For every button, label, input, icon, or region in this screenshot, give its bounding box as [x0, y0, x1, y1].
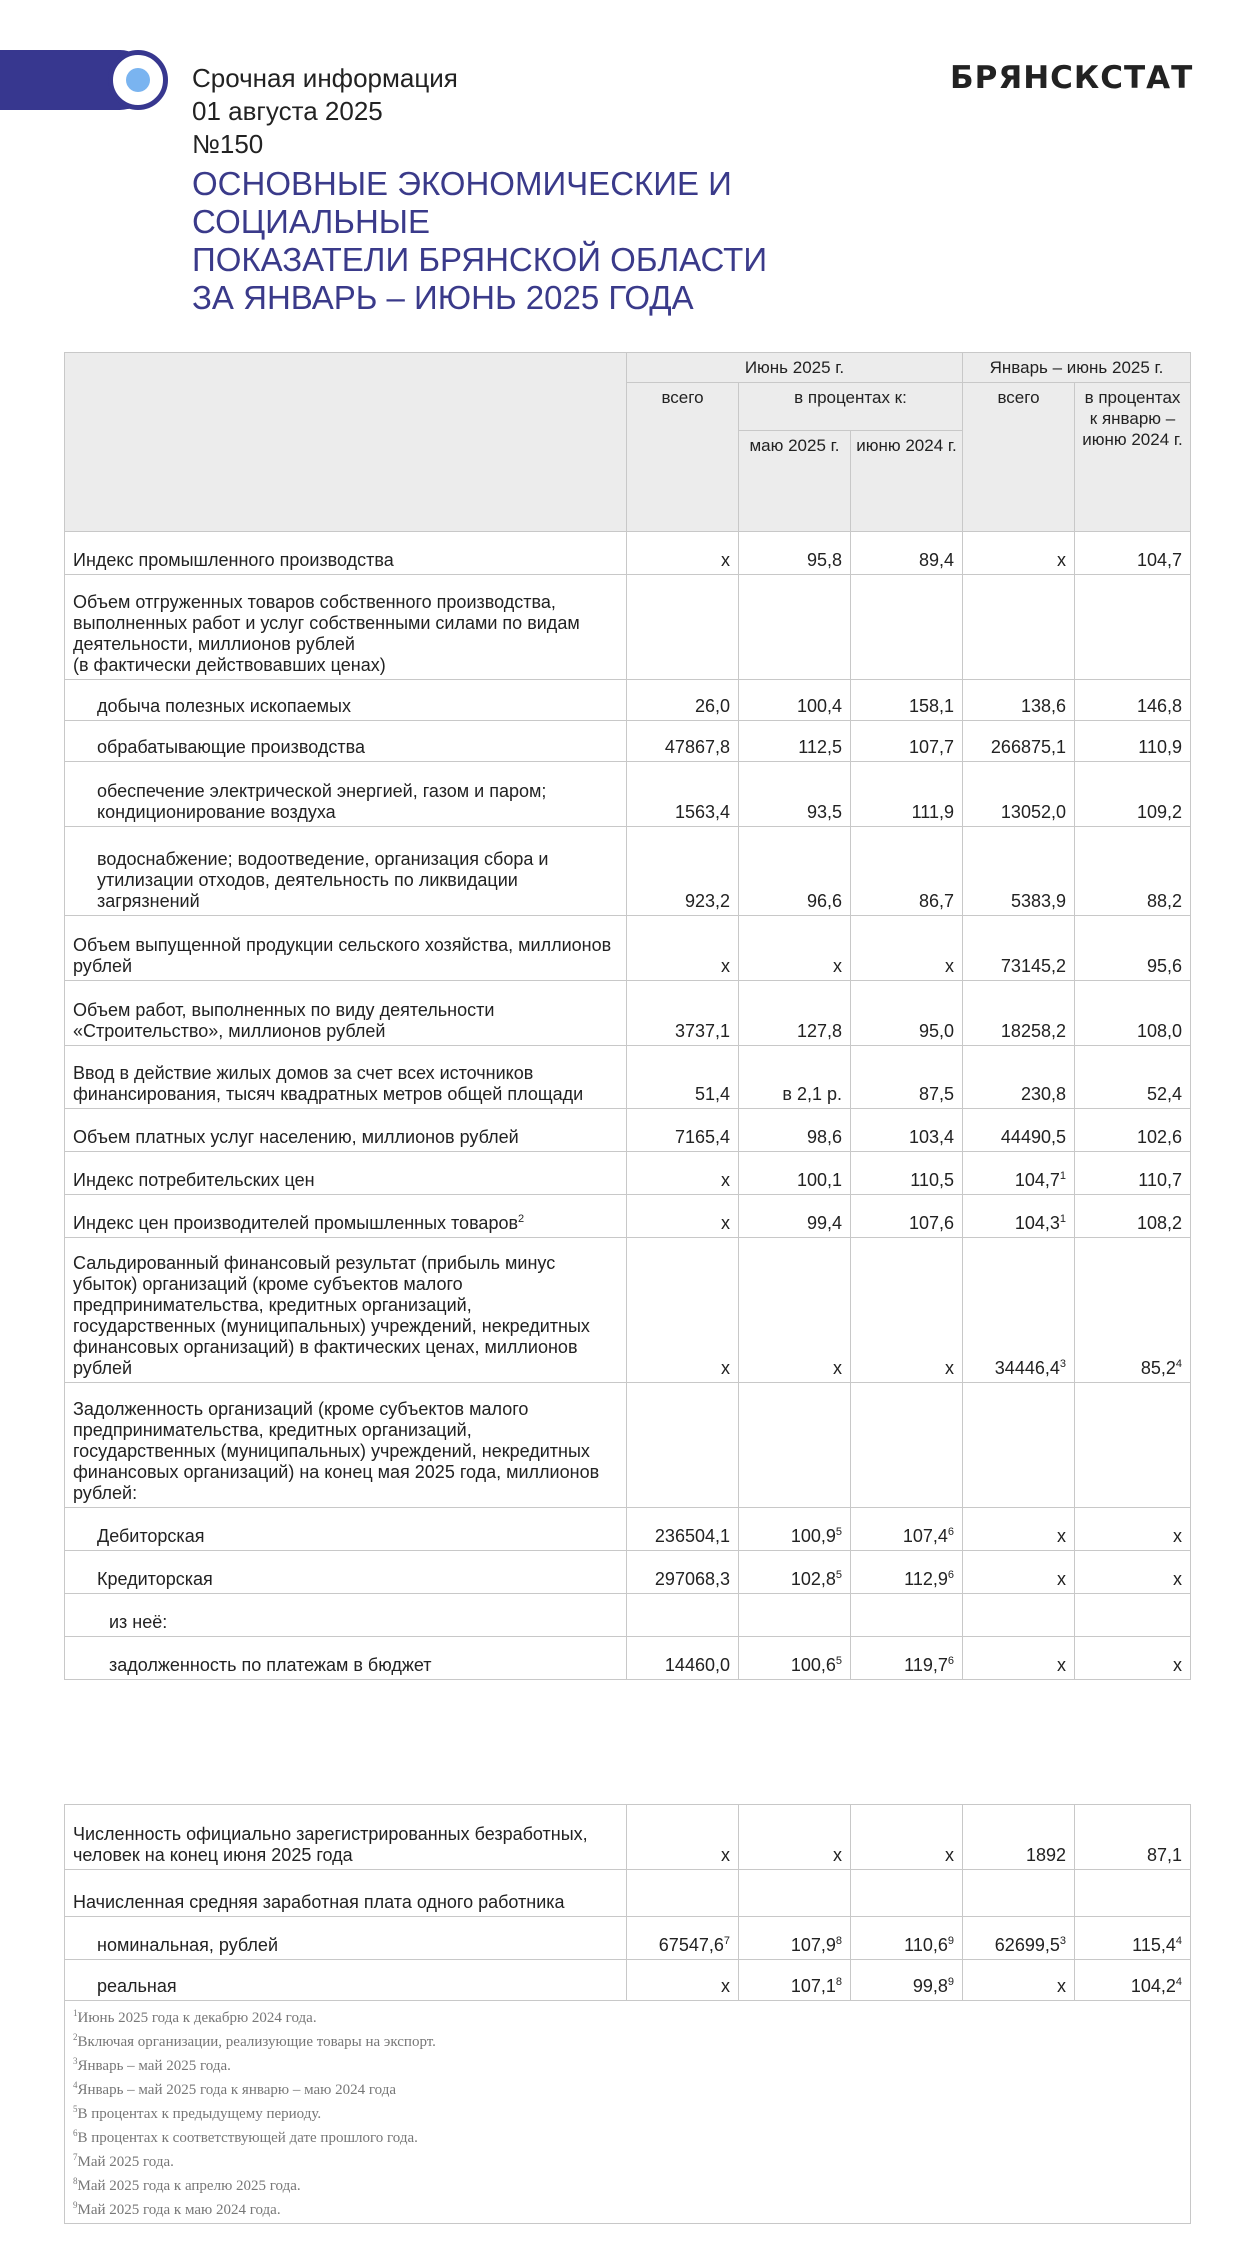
- row-label: Кредиторская: [65, 1551, 627, 1594]
- cell-c4: x: [963, 1637, 1075, 1680]
- header-june: Июнь 2025 г.: [627, 353, 963, 383]
- footnote-ref: 7: [723, 1935, 730, 1947]
- table-row: [65, 1917, 1191, 1960]
- brand-dot-icon: [126, 68, 150, 92]
- doc-number: №150: [192, 129, 264, 159]
- footnote-number: 1: [73, 2008, 78, 2018]
- cell-c3: 86,7: [851, 827, 963, 916]
- row-label: Сальдированный финансовый результат (прибыль минус убыток) организаций (кроме субъектов малого предпринимательства, кредитных организаций, государственных (муниципальных) учреждений, некредитных финансовых организаций) в фактических ценах, миллионов рублей: [65, 1238, 627, 1383]
- cell-c2: 99,4: [739, 1195, 851, 1238]
- cell-c1: 1563,4: [627, 762, 739, 827]
- cell-c2: [739, 1870, 851, 1917]
- footnote-ref: 6: [947, 1526, 954, 1538]
- cell-c4: [963, 575, 1075, 680]
- cell-c2: 112,5: [739, 721, 851, 762]
- footnotes: [65, 2001, 1191, 2224]
- cell-c1: 67547,6$^7$: [627, 1917, 739, 1960]
- cell-c5: 102,6: [1075, 1109, 1191, 1152]
- row-label: Задолженность организаций (кроме субъектов малого предпринимательства, кредитных организаций, государственных (муниципальных) учреждений, некредитных финансовых организаций) на конец мая 2025 года, миллионов рублей:: [65, 1383, 627, 1508]
- footnote-number: 8: [73, 2176, 78, 2186]
- cell-c5: 146,8: [1075, 680, 1191, 721]
- row-label: водоснабжение; водоотведение, организация сбора и утилизации отходов, деятельность по ликвидации загрязнений: [65, 827, 627, 916]
- row-label: задолженность по платежам в бюджет: [65, 1637, 627, 1680]
- footnote: $^2$Включая организации, реализующие товары на экспорт.: [73, 2032, 436, 2050]
- row-label: Объем работ, выполненных по виду деятельности «Строительство», миллионов рублей: [65, 981, 627, 1046]
- footnote-ref: 1: [1059, 1170, 1066, 1182]
- cell-c3: x: [851, 1805, 963, 1870]
- cell-c4: 138,6: [963, 680, 1075, 721]
- cell-c5: 109,2: [1075, 762, 1191, 827]
- cell-c2: [739, 1383, 851, 1508]
- cell-c5: [1075, 575, 1191, 680]
- cell-c1: [627, 575, 739, 680]
- cell-c2: 100,9$^5$: [739, 1508, 851, 1551]
- cell-c4: x: [963, 1960, 1075, 2001]
- cell-c1: x: [627, 532, 739, 575]
- cell-c2: x: [739, 916, 851, 981]
- header-pct: в процентах к:: [739, 383, 963, 431]
- cell-c5: 52,4: [1075, 1046, 1191, 1109]
- cell-c5: 110,9: [1075, 721, 1191, 762]
- table-body: [65, 1805, 1191, 2001]
- indicators-table: [64, 352, 1191, 1680]
- footnote: $^6$В процентах к соответствующей дате прошлого года.: [73, 2128, 418, 2146]
- cell-c2: 102,8$^5$: [739, 1551, 851, 1594]
- table-row: [65, 1508, 1191, 1551]
- cell-c5: x: [1075, 1637, 1191, 1680]
- cell-c5: [1075, 1383, 1191, 1508]
- footnote-number: 2: [73, 2032, 78, 2042]
- cell-c1: 7165,4: [627, 1109, 739, 1152]
- footnote-ref: 3: [1059, 1935, 1066, 1947]
- table-row: [65, 916, 1191, 981]
- footnote-ref: 1: [1059, 1213, 1066, 1225]
- footnote: $^9$Май 2025 года к маю 2024 года.: [73, 2200, 281, 2218]
- footnote-number: 6: [73, 2128, 78, 2138]
- row-label: обеспечение электрической энергией, газом и паром; кондиционирование воздуха: [65, 762, 627, 827]
- row-label: Объем выпущенной продукции сельского хозяйства, миллионов рублей: [65, 916, 627, 981]
- cell-c5: 110,7: [1075, 1152, 1191, 1195]
- cell-c1: [627, 1870, 739, 1917]
- cell-c3: [851, 1383, 963, 1508]
- cell-c1: x: [627, 1195, 739, 1238]
- footnote-ref: 2: [518, 1213, 525, 1225]
- table-row: [65, 721, 1191, 762]
- footnote-ref: 4: [1175, 1976, 1182, 1988]
- table-row: [65, 1960, 1191, 2001]
- header-pct-janjune: в процентах к январю – июню 2024 г.: [1075, 383, 1191, 532]
- cell-c2: 100,6$^5$: [739, 1637, 851, 1680]
- row-label: Дебиторская: [65, 1508, 627, 1551]
- doc-title: ОСНОВНЫЕ ЭКОНОМИЧЕСКИЕ И СОЦИАЛЬНЫЕ ПОКАЗАТЕЛИ БРЯНСКОЙ ОБЛАСТИ ЗА ЯНВАРЬ – ИЮНЬ 2025 ГОДА: [192, 165, 768, 316]
- cell-c3: x: [851, 916, 963, 981]
- doc-type: Срочная информация: [192, 63, 458, 93]
- document-header: [192, 62, 952, 317]
- footnote-ref: 3: [1059, 1358, 1066, 1370]
- cell-c1: x: [627, 1960, 739, 2001]
- cell-c5: 108,0: [1075, 981, 1191, 1046]
- cell-c4: 1892: [963, 1805, 1075, 1870]
- cell-c2: 98,6: [739, 1109, 851, 1152]
- cell-c4: [963, 1383, 1075, 1508]
- footnote-ref: 6: [947, 1569, 954, 1581]
- cell-c4: 73145,2: [963, 916, 1075, 981]
- table-row: [65, 575, 1191, 680]
- footnote-ref: 4: [1175, 1358, 1182, 1370]
- cell-c1: 297068,3: [627, 1551, 739, 1594]
- cell-c3: 99,8$^9$: [851, 1960, 963, 2001]
- cell-c4: x: [963, 1508, 1075, 1551]
- brand-circle-icon: [108, 50, 168, 110]
- cell-c3: [851, 1870, 963, 1917]
- cell-c5: 115,4$^4$: [1075, 1917, 1191, 1960]
- cell-c4: 266875,1: [963, 721, 1075, 762]
- row-label: Индекс потребительских цен: [65, 1152, 627, 1195]
- cell-c2: 107,9$^8$: [739, 1917, 851, 1960]
- footnote: $^5$В процентах к предыдущему периоду.: [73, 2104, 322, 2122]
- cell-c3: 89,4: [851, 532, 963, 575]
- cell-c4: 44490,5: [963, 1109, 1075, 1152]
- table-row: [65, 1594, 1191, 1637]
- table-row: [65, 1046, 1191, 1109]
- cell-c2: 95,8: [739, 532, 851, 575]
- table-body: [65, 532, 1191, 1680]
- row-label: номинальная, рублей: [65, 1917, 627, 1960]
- cell-c3: 107,6: [851, 1195, 963, 1238]
- brand-logo: БРЯНСКСТАТ: [950, 60, 1194, 96]
- footnote-ref: 5: [835, 1655, 842, 1667]
- table-row: [65, 532, 1191, 575]
- cell-c5: 108,2: [1075, 1195, 1191, 1238]
- cell-c1: x: [627, 1152, 739, 1195]
- cell-c3: x: [851, 1238, 963, 1383]
- footnote: $^1$Июнь 2025 года к декабрю 2024 года.: [73, 2008, 317, 2026]
- footnote-number: 7: [73, 2152, 78, 2162]
- footnote-number: 3: [73, 2056, 78, 2066]
- cell-c4: 34446,4$^3$: [963, 1238, 1075, 1383]
- cell-c4: x: [963, 532, 1075, 575]
- cell-c5: [1075, 1870, 1191, 1917]
- footnote: $^7$Май 2025 года.: [73, 2152, 174, 2170]
- footnote-number: 9: [73, 2200, 78, 2210]
- cell-c3: 95,0: [851, 981, 963, 1046]
- header-may: маю 2025 г.: [739, 431, 851, 532]
- table-row: [65, 1637, 1191, 1680]
- cell-c1: x: [627, 916, 739, 981]
- row-label: добыча полезных ископаемых: [65, 680, 627, 721]
- cell-c2: [739, 1594, 851, 1637]
- footnote-ref: 9: [947, 1976, 954, 1988]
- row-label: Ввод в действие жилых домов за счет всех источников финансирования, тысяч квадратных метров общей площади: [65, 1046, 627, 1109]
- header-june-prev: июню 2024 г.: [851, 431, 963, 532]
- cell-c3: [851, 1594, 963, 1637]
- cell-c4: 104,7$^1$: [963, 1152, 1075, 1195]
- cell-c1: 26,0: [627, 680, 739, 721]
- cell-c5: 104,2$^4$: [1075, 1960, 1191, 2001]
- cell-c1: 236504,1: [627, 1508, 739, 1551]
- cell-c4: 230,8: [963, 1046, 1075, 1109]
- cell-c5: 85,2$^4$: [1075, 1238, 1191, 1383]
- doc-date: 01 августа 2025: [192, 96, 383, 126]
- cell-c1: [627, 1594, 739, 1637]
- cell-c3: [851, 575, 963, 680]
- cell-c3: 107,7: [851, 721, 963, 762]
- cell-c4: 13052,0: [963, 762, 1075, 827]
- footnote-ref: 6: [947, 1655, 954, 1667]
- table-row: [65, 1195, 1191, 1238]
- header-total: всего: [627, 383, 739, 532]
- table-row: [65, 827, 1191, 916]
- cell-c1: 51,4: [627, 1046, 739, 1109]
- cell-c5: x: [1075, 1508, 1191, 1551]
- footnote-ref: 5: [835, 1526, 842, 1538]
- footnote-ref: 8: [835, 1935, 842, 1947]
- cell-c2: 96,6: [739, 827, 851, 916]
- cell-c2: x: [739, 1805, 851, 1870]
- cell-c2: 127,8: [739, 981, 851, 1046]
- cell-c2: [739, 575, 851, 680]
- cell-c3: 87,5: [851, 1046, 963, 1109]
- row-label: Индекс цен производителей промышленных товаров$^2$: [65, 1195, 627, 1238]
- cell-c5: 104,7: [1075, 532, 1191, 575]
- cell-c4: 5383,9: [963, 827, 1075, 916]
- row-label: обрабатывающие производства: [65, 721, 627, 762]
- header-janjune: Январь – июнь 2025 г.: [963, 353, 1191, 383]
- header-total-janjune: всего: [963, 383, 1075, 532]
- row-label: Объем платных услуг населению, миллионов рублей: [65, 1109, 627, 1152]
- cell-c3: 110,5: [851, 1152, 963, 1195]
- row-label: Индекс промышленного производства: [65, 532, 627, 575]
- cell-c4: x: [963, 1551, 1075, 1594]
- cell-c2: 100,1: [739, 1152, 851, 1195]
- cell-c3: 111,9: [851, 762, 963, 827]
- cell-c2: в 2,1 р.: [739, 1046, 851, 1109]
- footnote-number: 5: [73, 2104, 78, 2114]
- footnote: $^4$Январь – май 2025 года к январю – маю 2024 года: [73, 2080, 396, 2098]
- cell-c1: 14460,0: [627, 1637, 739, 1680]
- cell-c1: 923,2: [627, 827, 739, 916]
- cell-c5: x: [1075, 1551, 1191, 1594]
- table-row: [65, 1152, 1191, 1195]
- header-blank: [65, 353, 627, 532]
- row-label: из неё:: [65, 1594, 627, 1637]
- footnote-ref: 4: [1175, 1935, 1182, 1947]
- cell-c1: 47867,8: [627, 721, 739, 762]
- cell-c5: 87,1: [1075, 1805, 1191, 1870]
- cell-c3: 103,4: [851, 1109, 963, 1152]
- cell-c4: 18258,2: [963, 981, 1075, 1046]
- cell-c1: [627, 1383, 739, 1508]
- cell-c4: 104,3$^1$: [963, 1195, 1075, 1238]
- cell-c2: 100,4: [739, 680, 851, 721]
- cell-c4: [963, 1594, 1075, 1637]
- cell-c1: x: [627, 1805, 739, 1870]
- table-row: [65, 1109, 1191, 1152]
- cell-c3: 107,4$^6$: [851, 1508, 963, 1551]
- row-label: реальная: [65, 1960, 627, 2001]
- table-row: [65, 762, 1191, 827]
- cell-c3: 110,6$^9$: [851, 1917, 963, 1960]
- cell-c2: x: [739, 1238, 851, 1383]
- cell-c2: 107,1$^8$: [739, 1960, 851, 2001]
- footnote-number: 4: [73, 2080, 78, 2090]
- cell-c2: 93,5: [739, 762, 851, 827]
- cell-c3: 112,9$^6$: [851, 1551, 963, 1594]
- cell-c4: 62699,5$^3$: [963, 1917, 1075, 1960]
- cell-c4: [963, 1870, 1075, 1917]
- footnote: $^3$Январь – май 2025 года.: [73, 2056, 231, 2074]
- row-label: Объем отгруженных товаров собственного производства, выполненных работ и услуг собственными силами по видам деятельности, миллионов рублей (в фактически действовавших ценах): [65, 575, 627, 680]
- table-row: [65, 1238, 1191, 1383]
- table-row: [65, 981, 1191, 1046]
- cell-c1: 3737,1: [627, 981, 739, 1046]
- cell-c3: 119,7$^6$: [851, 1637, 963, 1680]
- footnote-ref: 5: [835, 1569, 842, 1581]
- table-row: [65, 1383, 1191, 1508]
- cell-c5: [1075, 1594, 1191, 1637]
- table-row: [65, 680, 1191, 721]
- cell-c5: 88,2: [1075, 827, 1191, 916]
- table-row: [65, 1805, 1191, 1870]
- footnote-ref: 9: [947, 1935, 954, 1947]
- cell-c5: 95,6: [1075, 916, 1191, 981]
- row-label: Начисленная средняя заработная плата одного работника: [65, 1870, 627, 1917]
- row-label: Численность официально зарегистрированных безработных, человек на конец июня 2025 года: [65, 1805, 627, 1870]
- table-row: [65, 1870, 1191, 1917]
- table-row: [65, 1551, 1191, 1594]
- cell-c3: 158,1: [851, 680, 963, 721]
- footnote: $^8$Май 2025 года к апрелю 2025 года.: [73, 2176, 301, 2194]
- labor-table: [64, 1804, 1191, 2224]
- footnote-ref: 8: [835, 1976, 842, 1988]
- cell-c1: x: [627, 1238, 739, 1383]
